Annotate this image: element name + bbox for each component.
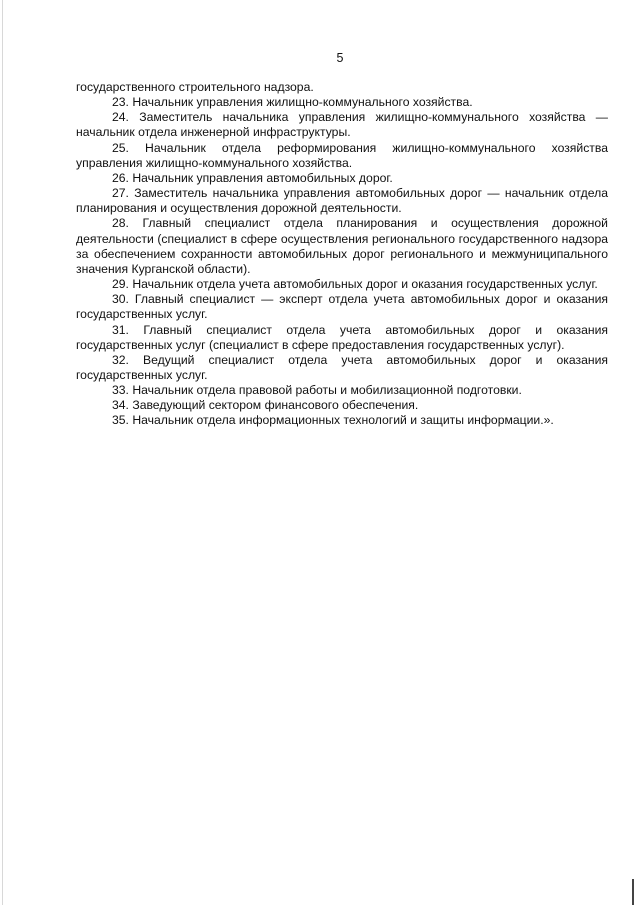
scan-edge-line (2, 0, 3, 905)
paragraph: 27. Заместитель начальника управления автомобильных дорог — начальник отдела планирования и осуществления дорожной деятельности. (76, 186, 608, 216)
paragraph: 25. Начальник отдела реформирования жилищно-коммунального хозяйства управления жилищно-коммунального хозяйства. (76, 140, 608, 170)
document-body (76, 80, 608, 429)
paragraph: 31. Главный специалист отдела учета автомобильных дорог и оказания государственных услуг (специалист в сфере предоставления государственных услуг). (76, 322, 608, 352)
paragraph: 28. Главный специалист отдела планирования и осуществления дорожной деятельности (специалист в сфере осуществления регионального государственного надзора за обеспечением сохранности автомобильных дорог регионального и межмуниципального значения Курганской области). (76, 216, 608, 276)
paragraph: 24. Заместитель начальника управления жилищно-коммунального хозяйства — начальник отдела инженерной инфраструктуры. (76, 110, 608, 140)
paragraph: 33. Начальник отдела правовой работы и мобилизационной подготовки. (112, 383, 522, 398)
scan-edge-mark (632, 879, 634, 905)
paragraph: 23. Начальник управления жилищно-коммунального хозяйства. (112, 95, 473, 110)
paragraph: 34. Заведующий сектором финансового обеспечения. (112, 398, 419, 413)
paragraph: 26. Начальник управления автомобильных дорог. (112, 170, 393, 185)
page-number: 5 (336, 51, 344, 65)
paragraph: 29. Начальник отдела учета автомобильных дорог и оказания государственных услуг. (112, 277, 598, 292)
paragraph: 30. Главный специалист — эксперт отдела учета автомобильных дорог и оказания государственных услуг. (76, 292, 608, 322)
paragraph: государственного строительного надзора. (76, 80, 314, 94)
paragraph: 32. Ведущий специалист отдела учета автомобильных дорог и оказания государственных услуг. (76, 352, 608, 382)
paragraph: 35. Начальник отдела информационных технологий и защиты информации.». (112, 413, 554, 428)
